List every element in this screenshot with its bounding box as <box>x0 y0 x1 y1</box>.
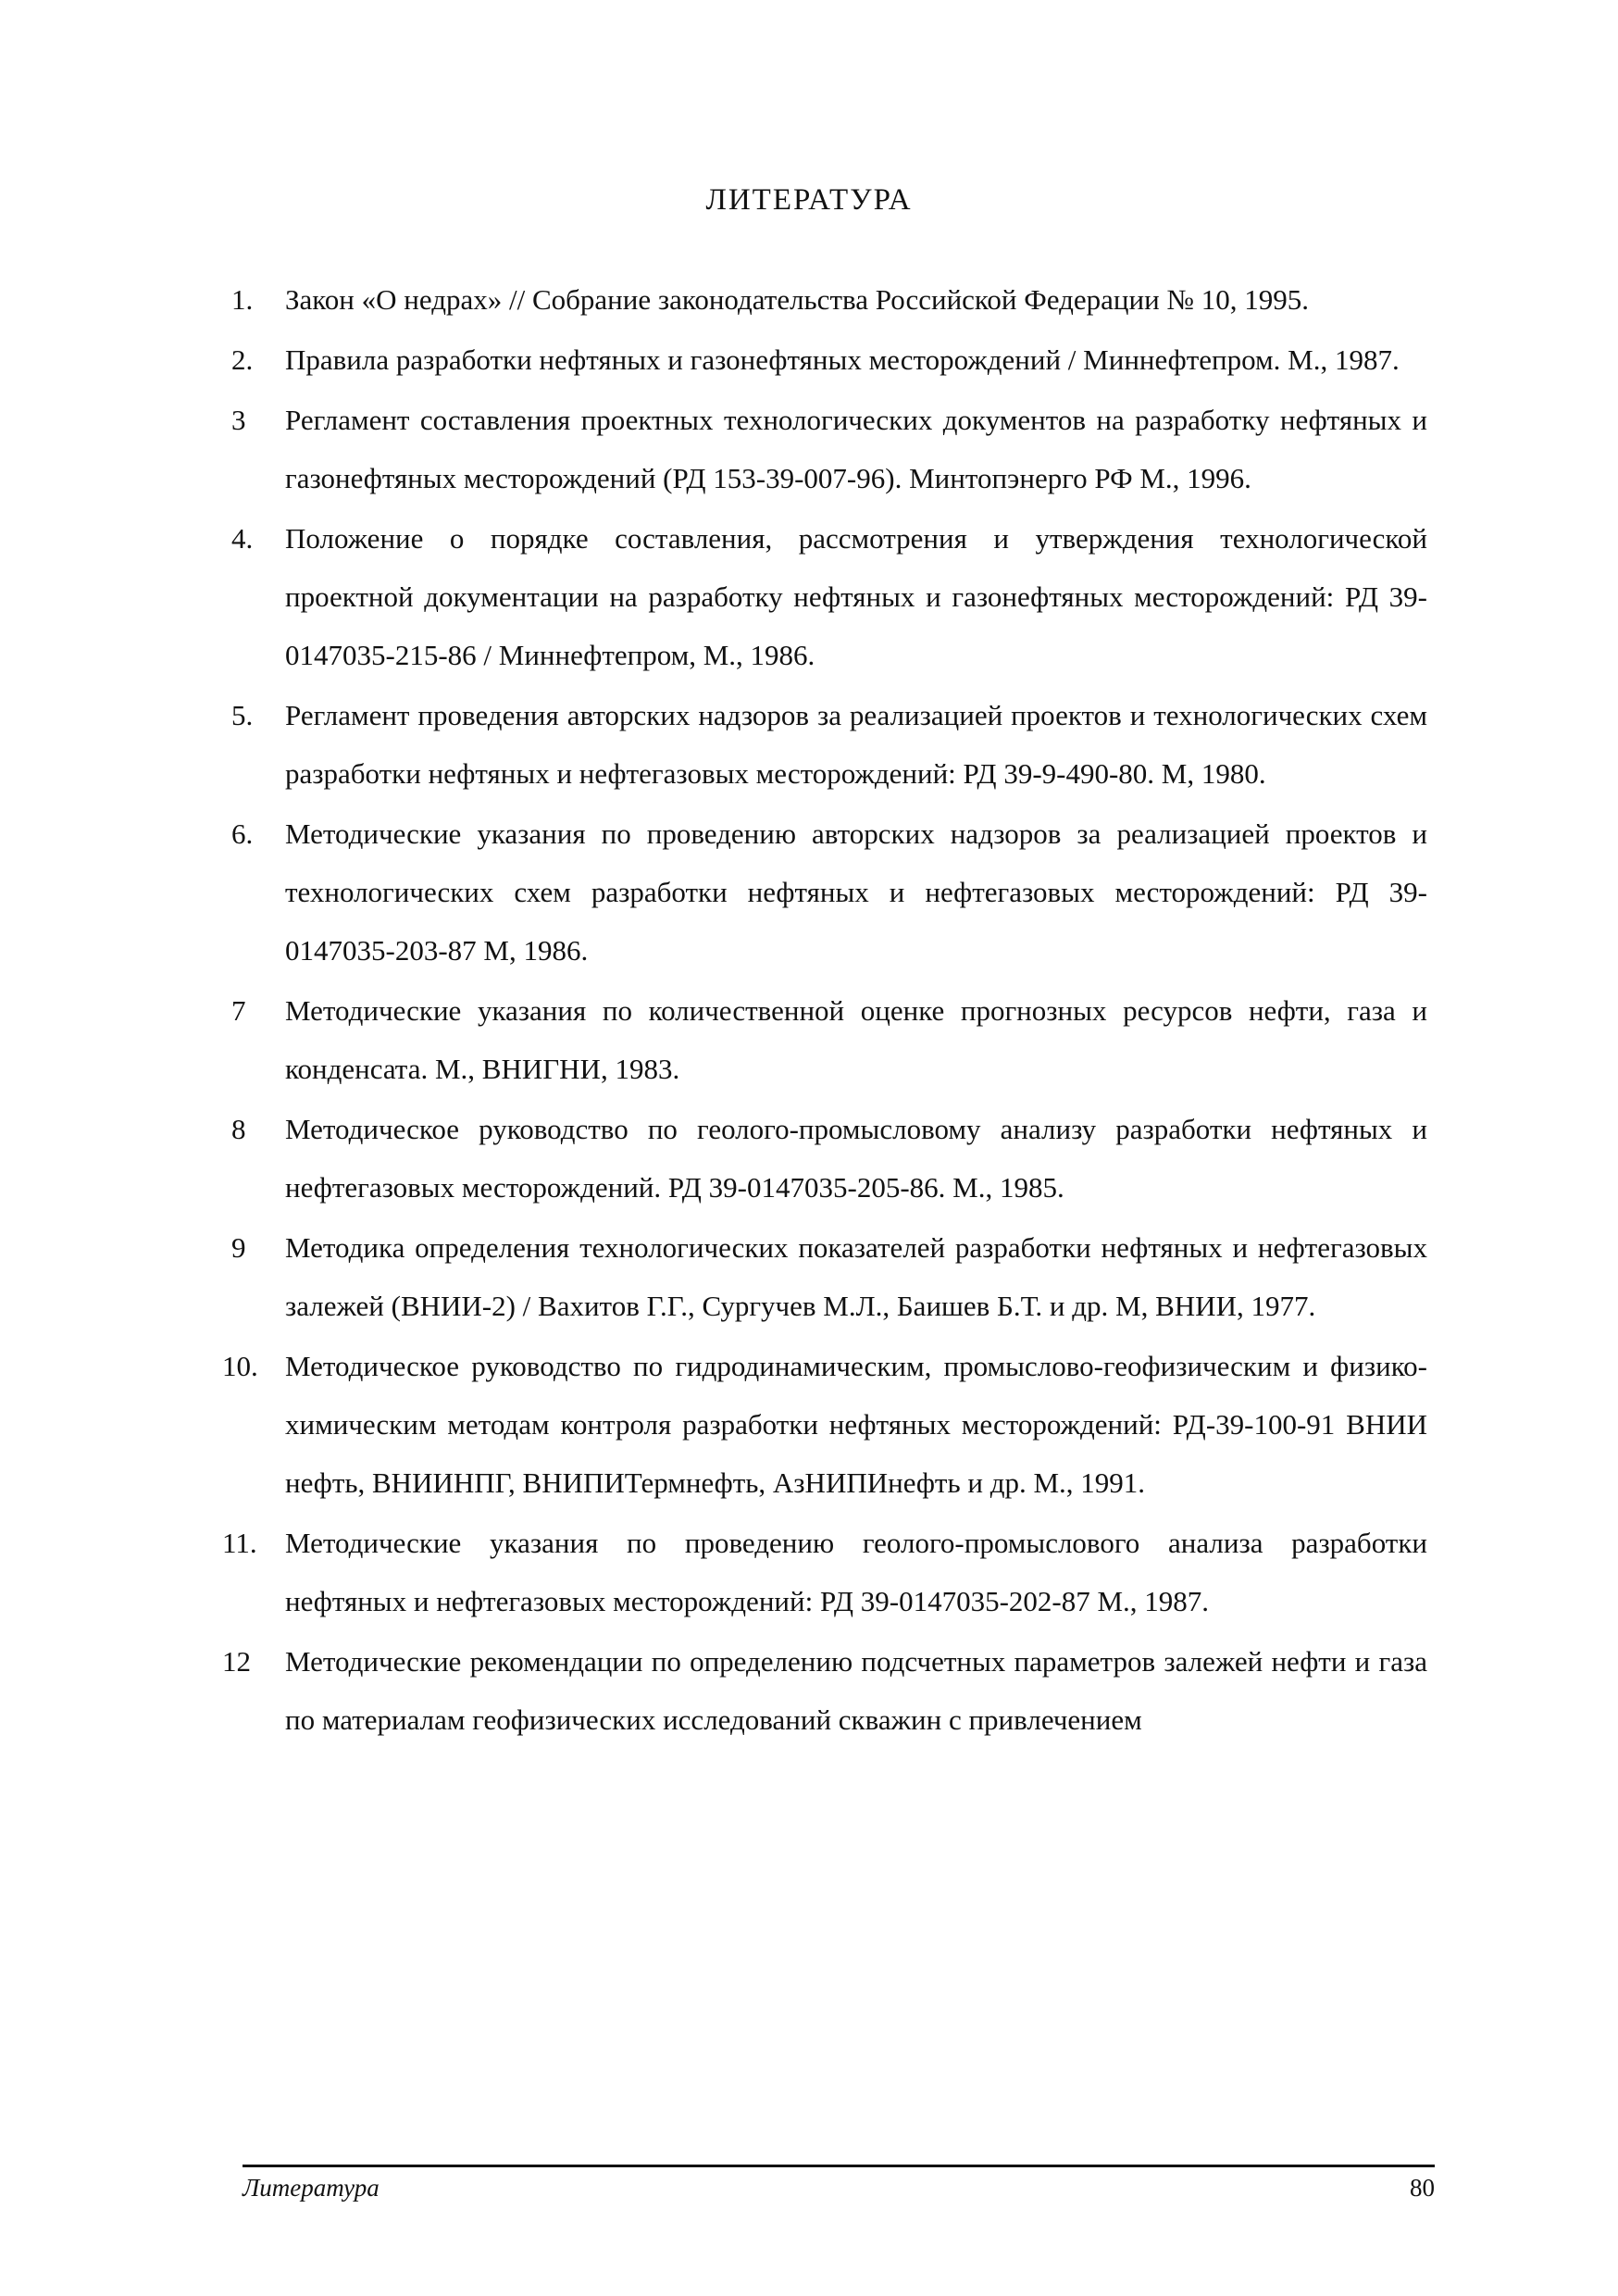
list-item <box>231 270 1427 329</box>
reference-text: Правила разработки нефтяных и газонефтяных месторождений / Миннефтепром. М., 1987. <box>285 343 1400 376</box>
reference-number: 9 <box>231 1231 246 1264</box>
reference-number: 11. <box>222 1527 257 1559</box>
list-item <box>231 805 1427 980</box>
reference-number: 4. <box>231 522 254 555</box>
list-item <box>222 1514 1427 1630</box>
page-title: ЛИТЕРАТУРА <box>705 183 913 217</box>
reference-text: Методическое руководство по геолого-промысловому анализу разработки нефтяных и нефтегазовых месторождений. РД 39-0147035-205-86. М., 1985. <box>285 1113 1427 1204</box>
list-item <box>231 686 1427 803</box>
reference-number: 2. <box>231 343 254 376</box>
list-item <box>231 331 1427 389</box>
reference-number: 6. <box>231 817 254 850</box>
reference-text: Положение о порядке составления, рассмотрения и утверждения технологической проектной документации на разработку нефтяных и газонефтяных месторождений: РД 39-0147035-215-86 / Миннефтепром, М., 1986. <box>285 522 1427 671</box>
list-item <box>231 1100 1427 1217</box>
footer-section-label: Литература <box>243 2174 380 2202</box>
reference-text: Методические рекомендации по определению подсчетных параметров залежей нефти и газа по материалам геофизических исследований скважин с привлечением <box>285 1645 1427 1736</box>
reference-number: 10. <box>222 1350 258 1382</box>
list-item <box>231 509 1427 684</box>
list-item <box>231 391 1427 507</box>
footer-divider <box>243 2165 1435 2167</box>
reference-list <box>222 270 1427 1751</box>
reference-number: 5. <box>231 699 254 731</box>
reference-text: Методическое руководство по гидродинамическим, промыслово-геофизическим и физико-химическим методам контроля разработки нефтяных месторождений: РД-39-100-91 ВНИИ нефть, ВНИИНПГ, ВНИПИТермнефть, АзНИПИнефть и др. М., 1991. <box>285 1350 1427 1499</box>
list-item <box>222 1337 1427 1512</box>
reference-number: 7 <box>231 994 246 1027</box>
reference-text: Методические указания по количественной оценке прогнозных ресурсов нефти, газа и конденсата. М., ВНИГНИ, 1983. <box>285 994 1427 1085</box>
reference-number: 1. <box>231 283 254 316</box>
list-item <box>222 1632 1427 1749</box>
reference-text: Закон «О недрах» // Собрание законодательства Российской Федерации № 10, 1995. <box>285 283 1309 316</box>
reference-text: Регламент составления проектных технологических документов на разработку нефтяных и газонефтяных месторождений (РД 153-39-007-96). Минтопэнерго РФ М., 1996. <box>285 404 1427 494</box>
reference-text: Методические указания по проведению авторских надзоров за реализацией проектов и технологических схем разработки нефтяных и нефтегазовых месторождений: РД 39-0147035-203-87 М, 1986. <box>285 817 1427 967</box>
reference-text: Методика определения технологических показателей разработки нефтяных и нефтегазовых залежей (ВНИИ-2) / Вахитов Г.Г., Сургучев М.Л., Баишев Б.Т. и др. М, ВНИИ, 1977. <box>285 1231 1427 1322</box>
page-number: 80 <box>1410 2174 1435 2202</box>
reference-text: Регламент проведения авторских надзоров за реализацией проектов и технологических схем разработки нефтяных и нефтегазовых месторождений: РД 39-9-490-80. М, 1980. <box>285 699 1427 790</box>
reference-number: 12 <box>222 1645 251 1678</box>
reference-text: Методические указания по проведению геолого-промыслового анализа разработки нефтяных и нефтегазовых месторождений: РД 39-0147035-202-87 М., 1987. <box>285 1527 1427 1617</box>
reference-number: 3 <box>231 404 246 436</box>
reference-number: 8 <box>231 1113 246 1145</box>
list-item <box>231 981 1427 1098</box>
list-item <box>231 1218 1427 1335</box>
